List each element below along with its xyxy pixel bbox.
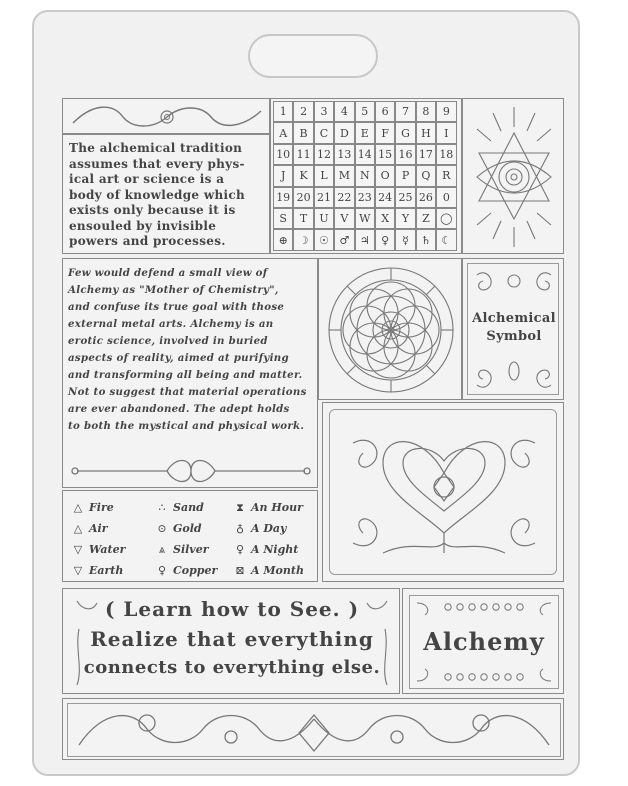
number-letter-grid <box>273 101 457 251</box>
grid-cell: Z <box>416 208 436 229</box>
grid-cell: 14 <box>355 144 375 165</box>
legend-item <box>233 560 304 581</box>
grid-cell: 7 <box>395 101 415 122</box>
grid-cell: 9 <box>436 101 456 122</box>
grid-cell: F <box>375 122 395 143</box>
grid-cell: U <box>314 208 334 229</box>
quote-line-2: Realize that everything <box>90 627 374 651</box>
top-left-ornament-panel <box>62 98 270 134</box>
alchemy-label-panel <box>402 588 564 694</box>
quote-line-1: ( Learn how to See. ) <box>104 597 360 621</box>
grid-cell: C <box>314 122 334 143</box>
bottom-ornament-panel <box>62 698 564 760</box>
grid-cell: H <box>416 122 436 143</box>
legend-item <box>155 560 217 581</box>
legend-label: Water <box>89 543 126 556</box>
grid-cell: 6 <box>375 101 395 122</box>
grid-cell: J <box>273 165 293 186</box>
legend-label: Earth <box>89 564 124 577</box>
text-line: Few would defend a small view of <box>68 267 268 279</box>
grid-cell: 11 <box>293 144 313 165</box>
grid-cell: ♃ <box>355 229 375 250</box>
grid-cell: N <box>355 165 375 186</box>
grid-cell: 4 <box>334 101 354 122</box>
eye-of-providence-icon <box>463 99 565 255</box>
text-line: The alchemical tradition <box>69 141 243 155</box>
grid-cell: S <box>273 208 293 229</box>
symbol-flourish-icon <box>463 259 565 401</box>
legend-item <box>71 539 125 560</box>
grid-cell: 20 <box>293 187 313 208</box>
legend-label: Gold <box>173 522 202 535</box>
grid-cell: K <box>293 165 313 186</box>
earth-symbol-icon: ▽ <box>73 564 83 577</box>
text-line: assumes that every phys- <box>69 156 245 171</box>
number-letter-grid-panel <box>270 98 462 254</box>
grid-cell: O <box>375 165 395 186</box>
legend-item <box>71 518 125 539</box>
legend-item <box>155 539 217 560</box>
gold-symbol-icon: ⊙ <box>157 522 167 535</box>
grid-cell: V <box>334 208 354 229</box>
celtic-heart-knot-icon <box>323 403 565 583</box>
grid-cell: M <box>334 165 354 186</box>
text-line: exists only because it is <box>69 203 236 217</box>
mid-text-block <box>68 265 307 435</box>
text-line: and confuse its true goal with those <box>68 301 285 313</box>
legend-item <box>233 497 304 518</box>
quote-line-3: connects to everything else. <box>83 657 381 678</box>
grid-cell: 25 <box>395 187 415 208</box>
grid-cell: A <box>273 122 293 143</box>
legend-item <box>155 497 217 518</box>
legend-col-materials <box>155 497 217 581</box>
grid-cell: 23 <box>355 187 375 208</box>
legend-item <box>155 518 217 539</box>
text-line: and transforming all being and matter. <box>68 369 303 381</box>
grid-cell: 3 <box>314 101 334 122</box>
top-text-block <box>69 141 245 250</box>
grid-cell: L <box>314 165 334 186</box>
grid-cell: Q <box>416 165 436 186</box>
astrolabe-panel <box>318 258 462 400</box>
grid-cell: G <box>395 122 415 143</box>
symbol-legend-panel <box>62 490 318 582</box>
grid-cell: ◯ <box>436 208 456 229</box>
text-line: body of knowledge which <box>69 187 245 202</box>
air-symbol-icon: △ <box>73 522 83 535</box>
grid-cell: 2 <box>293 101 313 122</box>
grid-cell: 5 <box>355 101 375 122</box>
legend-label: Copper <box>173 564 218 577</box>
grid-cell: W <box>355 208 375 229</box>
eye-panel <box>462 98 564 254</box>
legend-label: An Hour <box>251 501 303 514</box>
text-line: Alchemy as "Mother of Chemistry", <box>68 284 279 296</box>
grid-cell: I <box>436 122 456 143</box>
text-line: Not to suggest that material operations <box>68 386 307 398</box>
grid-cell: 15 <box>375 144 395 165</box>
symbol-subtitle: Symbol <box>486 329 542 344</box>
silver-symbol-icon: ⩓ <box>158 542 166 556</box>
grid-cell: 13 <box>334 144 354 165</box>
grid-cell: 24 <box>375 187 395 208</box>
hour-symbol-icon: ⧗ <box>236 500 244 514</box>
scroll-border-icon <box>63 699 565 761</box>
legend-label: Fire <box>89 501 114 514</box>
grid-cell: ♄ <box>416 229 436 250</box>
grid-cell: 10 <box>273 144 293 165</box>
grid-cell: 21 <box>314 187 334 208</box>
text-line: powers and processes. <box>69 234 226 248</box>
legend-item <box>71 497 125 518</box>
grid-cell: 17 <box>416 144 436 165</box>
heart-ornament-panel <box>322 402 564 582</box>
grid-cell: T <box>293 208 313 229</box>
grid-cell: ☾ <box>436 229 456 250</box>
grid-cell: 18 <box>436 144 456 165</box>
fire-symbol-icon: △ <box>73 501 83 514</box>
grid-cell: ☽ <box>293 229 313 250</box>
alchemical-symbol-panel <box>462 258 564 400</box>
grid-cell: D <box>334 122 354 143</box>
legend-col-elements <box>71 497 125 581</box>
legend-item <box>233 518 304 539</box>
legend-label: Air <box>89 522 108 535</box>
grid-cell: 0 <box>436 187 456 208</box>
scroll-ornament-icon <box>63 99 271 135</box>
legend-label: A Month <box>251 564 304 577</box>
grid-cell: ♀ <box>375 229 395 250</box>
grid-cell: 12 <box>314 144 334 165</box>
legend-label: Sand <box>173 501 204 514</box>
top-text-panel <box>62 134 270 254</box>
legend-col-time <box>233 497 304 581</box>
legend-item <box>71 560 125 581</box>
text-line: ical art or science is a <box>69 172 225 186</box>
grid-cell: ☉ <box>314 229 334 250</box>
grid-cell: 8 <box>416 101 436 122</box>
legend-label: Silver <box>173 543 209 556</box>
mid-text-panel <box>62 258 318 488</box>
grid-cell: E <box>355 122 375 143</box>
text-line: are ever abandoned. The adept holds <box>68 403 290 415</box>
copper-symbol-icon: ♀ <box>157 564 167 577</box>
day-symbol-icon: ♁ <box>235 522 245 535</box>
grid-cell: 19 <box>273 187 293 208</box>
astrolabe-wheel-icon <box>319 259 463 401</box>
grid-cell: ♂ <box>334 229 354 250</box>
quote-panel <box>62 588 400 694</box>
grid-cell: Y <box>395 208 415 229</box>
grid-cell: 16 <box>395 144 415 165</box>
grid-cell: R <box>436 165 456 186</box>
grid-cell: X <box>375 208 395 229</box>
symbol-title: Alchemical <box>472 311 556 326</box>
grid-cell: 22 <box>334 187 354 208</box>
grid-cell: 1 <box>273 101 293 122</box>
hanging-hole <box>248 34 378 78</box>
legend-item <box>233 539 304 560</box>
grid-cell: 26 <box>416 187 436 208</box>
legend-label: A Day <box>251 522 287 535</box>
grid-cell: ⊕ <box>273 229 293 250</box>
legend-label: A Night <box>251 543 299 556</box>
knot-divider-icon <box>63 451 319 491</box>
text-line: to both the mystical and physical work. <box>68 420 305 432</box>
grid-cell: B <box>293 122 313 143</box>
night-symbol-icon: ♀ <box>235 543 245 556</box>
sand-symbol-icon: ∴ <box>158 501 166 514</box>
alchemy-title: Alchemy <box>423 627 545 656</box>
text-line: aspects of reality, aimed at purifying <box>68 352 289 364</box>
text-line: external metal arts. Alchemy is an <box>68 318 274 330</box>
grid-cell: P <box>395 165 415 186</box>
month-symbol-icon: ⊠ <box>235 564 245 577</box>
water-symbol-icon: ▽ <box>73 543 83 556</box>
text-line: ensouled by invisible <box>69 218 217 233</box>
text-line: erotic science, involved in buried <box>68 335 268 347</box>
grid-cell: ☿ <box>395 229 415 250</box>
